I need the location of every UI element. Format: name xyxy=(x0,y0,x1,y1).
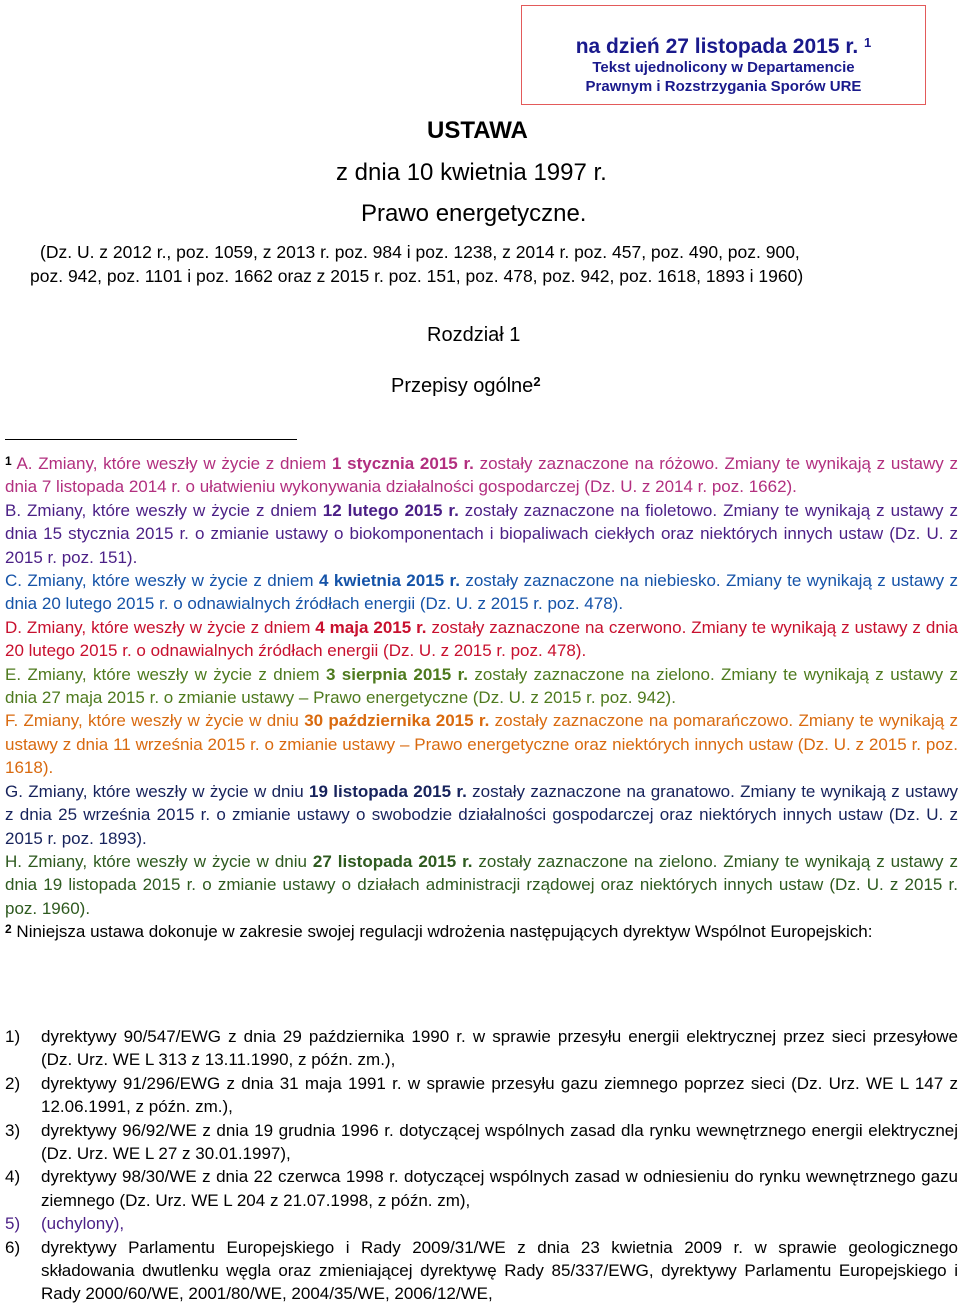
list-item: 4) dyrektywy 98/30/WE z dnia 22 czerwca 1998 r. dotyczącej wspólnych zasad w odniesieniu do rynku wewnętrznego gazu ziemnego (Dz. Urz. WE L 204 z 21.07.1998, z późn. zm), xyxy=(5,1167,958,1210)
chapter-title: Przepisy ogólne$^2$ xyxy=(391,374,541,397)
footnote-separator xyxy=(5,439,297,440)
list-item: 1) dyrektywy 90/547/EWG z dnia 29 października 1990 r. w sprawie przesyłu energii elektrycznej przez sieci przesyłowe (Dz. Urz. WE L 313 z 13.11.1990, z późn. zm.), xyxy=(5,1027,958,1070)
box-date-line: na dzień 27 listopada 2015 r. $^1$ xyxy=(575,35,872,58)
footnote-2-mark: 2 xyxy=(5,922,12,937)
act-name: Prawo energetyczne. xyxy=(361,200,587,227)
footnote-1-e: E. Zmiany, które weszły w życie z dniem 3 sierpnia 2015 r. zostały zaznaczone na zielono. Zmiany te wynikają z ustawy z dnia 27 maja 2015 r. o zmianie ustawy – Prawo energetyczne (Dz. U. z 2015 r. poz. 942). xyxy=(5,664,958,708)
footnote-1-a: $^1$ A. Zmiany, które weszły w życie z dniem 1 stycznia 2015 r. zostały zaznaczone na różowo. Zmiany te wynikają z ustawy z dnia 7 listopada 2014 r. o ułatwieniu wykonywania działalności gospodarczej (Dz. U. z 2014 r. poz. 1662). xyxy=(5,454,958,497)
box-footnote-ref: 1 xyxy=(864,35,872,50)
act-type: USTAWA xyxy=(427,117,528,144)
reference-line-1: (Dz. U. z 2012 r., poz. 1059, z 2013 r. poz. 984 i poz. 1238, z 2014 r. poz. 457, poz. 490, poz. 900, xyxy=(40,242,800,262)
box-line-2: Tekst ujednolicony w Departamencie xyxy=(592,59,855,76)
box-line-3: Prawnym i Rozstrzygania Sporów URE xyxy=(585,78,862,95)
footnotes xyxy=(5,452,958,944)
chapter-footnote-ref: 2 xyxy=(533,374,541,389)
list-item: 3) dyrektywy 96/92/WE z dnia 19 grudnia 1996 r. dotyczącej wspólnych zasad dla rynku wewnętrznego energii elektrycznej (Dz. Urz. WE L 27 z 30.01.1997), xyxy=(5,1120,958,1164)
chapter-number: Rozdział 1 xyxy=(427,324,521,346)
footnote-1-b: B. Zmiany, które weszły w życie z dniem 12 lutego 2015 r. zostały zaznaczone na fioletowo. Zmiany te wynikają z ustawy z dnia 15 stycznia 2015 r. o zmianie ustawy o biokomponentach i biopaliwach ciekłych oraz niektórych innych ustaw (Dz. U. z 2015 r. poz. 151). xyxy=(5,500,959,567)
footnote-1-mark: 1 xyxy=(5,454,12,468)
list-item: 6) dyrektywy Parlamentu Europejskiego i Rady 2009/31/WE z dnia 23 kwietnia 2009 r. w sprawie geologicznego składowania dwutlenku węgla oraz zmieniającej dyrektywę Rady 85/337/EWG, dyrektywy Parlamentu Europejskiego i Rady 2000/60/WE, 2001/80/WE, 2004/35/WE, 2006/12/WE, xyxy=(5,1237,958,1304)
directive-list xyxy=(5,1025,958,1306)
footnote-1-c: C. Zmiany, które weszły w życie z dniem 4 kwietnia 2015 r. zostały zaznaczone na niebiesko. Zmiany te wynikają z ustawy z dnia 20 lutego 2015 r. o odnawialnych źródłach energii (Dz. U. z 2015 r. poz. 478). xyxy=(5,571,959,614)
reference-line-2: poz. 942, poz. 1101 i poz. 1662 oraz z 2015 r. poz. 151, poz. 478, poz. 942, poz. 1618, 1893 i 1960) xyxy=(30,266,804,286)
footnote-1-d: D. Zmiany, które weszły w życie z dniem 4 maja 2015 r. zostały zaznaczone na czerwono. Zmiany te wynikają z ustawy z dnia 20 lutego 2015 r. o odnawialnych źródłach energii (Dz. U. z 2015 r. poz. 478). xyxy=(5,617,959,661)
footnote-1-g: G. Zmiany, które weszły w życie w dniu 19 listopada 2015 r. zostały zaznaczone na granatowo. Zmiany te wynikają z ustawy z dnia 25 września 2015 r. o zmianie ustawy o swobodzie działalności gospodarczej oraz niektórych innych ustaw (Dz. U. z 2015 r. poz. 1893). xyxy=(5,781,958,848)
act-date: z dnia 10 kwietnia 1997 r. xyxy=(336,159,607,186)
footnote-1-f: F. Zmiany, które weszły w życie w dniu 30 października 2015 r. zostały zaznaczone na pomarańczowo. Zmiany te wynikają z ustawy z dnia 11 września 2015 r. o zmianie ustawy – Prawo energetyczne oraz niektórych innych ustaw (Dz. U. z 2015 r. poz. 1618). xyxy=(5,711,958,778)
footnote-2: $^2$ Niniejsza ustawa dokonuje w zakresie swojej regulacji wdrożenia następujących dyrektyw Wspólnot Europejskich: xyxy=(5,922,873,942)
consolidated-text-box xyxy=(521,5,926,105)
list-item-repealed: 5) (uchylony), xyxy=(5,1214,125,1234)
footnote-1-h: H. Zmiany, które weszły w życie w dniu 27 listopada 2015 r. zostały zaznaczone na zielono. Zmiany te wynikają z ustawy z dnia 19 listopada 2015 r. o zmianie ustawy o działach administracji rządowej oraz niektórych innych ustaw (Dz. U. z 2015 r. poz. 1960). xyxy=(5,851,958,918)
list-item: 2) dyrektywy 91/296/EWG z dnia 31 maja 1991 r. w sprawie przesyłu gazu ziemnego poprzez sieci (Dz. Urz. WE L 147 z 12.06.1991, z późn. zm.), xyxy=(5,1073,958,1117)
